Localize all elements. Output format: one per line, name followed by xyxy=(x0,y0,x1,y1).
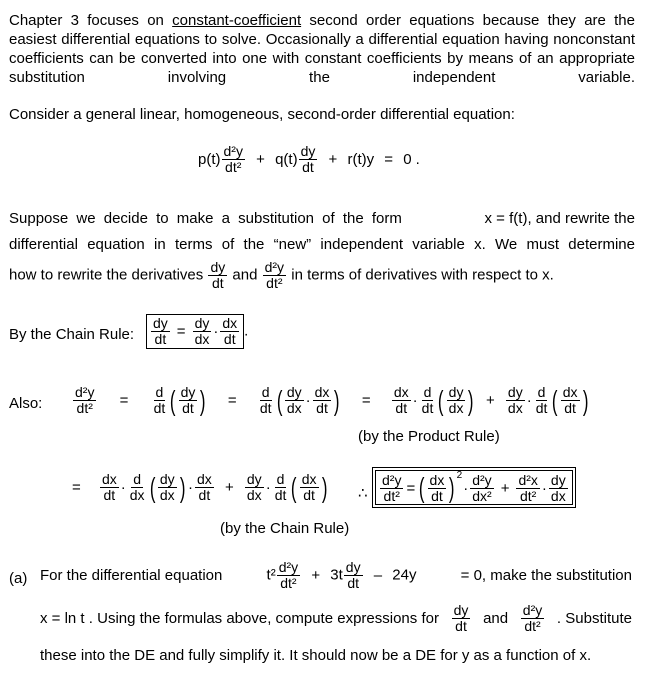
num: d xyxy=(261,384,270,400)
plus-sign: + xyxy=(500,479,510,497)
paren-open: ( xyxy=(419,472,425,504)
sub-form: x = f(t) xyxy=(484,210,528,227)
den: dt xyxy=(198,487,211,503)
boxed-result xyxy=(372,467,576,508)
num: dx xyxy=(429,471,445,488)
paren-close: ) xyxy=(200,384,206,416)
part-a-text-4: . Substitute xyxy=(556,610,632,627)
sub-line-3 xyxy=(9,260,635,291)
paren-close: ) xyxy=(582,384,588,416)
paren-open: ( xyxy=(276,384,282,416)
num: dy xyxy=(550,471,566,488)
frac-dy-dx xyxy=(447,385,466,416)
num: d²y xyxy=(382,471,402,488)
and-text: and xyxy=(483,610,509,627)
frac-dy-dx xyxy=(158,472,177,503)
num: d²y xyxy=(522,602,543,618)
den: dx xyxy=(550,487,566,504)
num: d²y xyxy=(472,471,492,488)
paren-close: ) xyxy=(468,384,474,416)
frac-dx-dt xyxy=(428,473,447,504)
dot: · xyxy=(305,392,311,409)
den: dt² xyxy=(524,618,541,634)
den: dx² xyxy=(472,487,492,504)
num: dy xyxy=(453,602,469,618)
paren-close: ) xyxy=(321,471,327,503)
equals-sign: = xyxy=(119,392,129,409)
num: dy xyxy=(159,471,175,487)
general-ode-equation xyxy=(198,144,420,175)
den: dt² xyxy=(520,487,537,504)
num: d²y xyxy=(278,559,299,575)
part-a-line-1 xyxy=(40,560,632,591)
den: dx xyxy=(159,487,175,503)
frac-d-dt xyxy=(420,385,436,416)
plus-sign: + xyxy=(224,479,234,496)
intro-underlined-term: constant-coefficient xyxy=(172,12,302,29)
den: dt xyxy=(259,400,272,416)
term-24y: 24y xyxy=(392,566,417,584)
consider-paragraph: Consider a general linear, homogeneous, second-order differential equation: xyxy=(9,106,515,123)
num: dy xyxy=(210,259,226,275)
den: dx xyxy=(507,400,523,416)
den: dt xyxy=(455,618,467,634)
chain-period: . xyxy=(244,322,249,340)
den: dt² xyxy=(266,275,283,291)
part-a-equation xyxy=(267,560,417,591)
den: dx xyxy=(448,400,464,416)
minus-sign: – xyxy=(373,567,383,584)
num: dy xyxy=(153,315,168,331)
den: dt² xyxy=(280,575,297,591)
frac-d-dt xyxy=(152,385,168,416)
num: d²x xyxy=(518,471,538,488)
equals-sign: = xyxy=(384,151,394,168)
chain-rule-formula xyxy=(146,314,248,349)
frac-dy-dt xyxy=(151,316,170,347)
den: dt xyxy=(153,400,166,416)
num: dy xyxy=(246,471,262,487)
frac-dy-dx xyxy=(506,385,525,416)
frac-dy-dx xyxy=(549,473,568,504)
frac-d2y-dt2 xyxy=(73,385,96,416)
therefore-symbol: ∴ xyxy=(358,485,368,502)
den: dt xyxy=(154,331,167,347)
num: dx xyxy=(393,384,409,400)
num: dy xyxy=(194,315,210,331)
paren-open: ( xyxy=(291,471,297,503)
sub-text-2: , and rewrite the xyxy=(527,210,635,227)
frac-d-dt xyxy=(258,385,274,416)
dot: · xyxy=(265,479,271,496)
num: dx xyxy=(222,315,238,331)
period: . xyxy=(415,151,420,168)
plus-sign: + xyxy=(485,392,495,409)
dot: · xyxy=(463,479,469,497)
also-formula xyxy=(72,385,590,416)
den: dt xyxy=(302,159,314,175)
plus-sign: + xyxy=(256,151,265,168)
frac-dy-dx xyxy=(285,385,304,416)
frac-dy-dx xyxy=(245,472,264,503)
expansion-formula xyxy=(72,472,329,503)
den: dt xyxy=(431,487,443,504)
paren-open: ( xyxy=(438,384,444,416)
frac-d2y-dt2 xyxy=(263,260,286,291)
paren-open: ( xyxy=(552,384,558,416)
frac-d-dx xyxy=(128,472,147,503)
num: d xyxy=(276,471,285,487)
frac-d2x-dt2 xyxy=(516,473,539,504)
num: dy xyxy=(286,384,302,400)
frac-dy-dx xyxy=(193,316,212,347)
and-text: and xyxy=(232,266,258,284)
part-a-line-2 xyxy=(40,603,632,634)
den: dt² xyxy=(225,159,242,175)
num: d²y xyxy=(75,384,95,400)
square-exp: 2 xyxy=(456,470,463,481)
substitution-paragraph xyxy=(9,206,635,291)
chain-rule-label: By the Chain Rule: xyxy=(9,326,135,343)
num: dx xyxy=(101,471,117,487)
sub-text-4: in terms of derivatives with respect to x. xyxy=(291,266,554,284)
frac-d2y-dt2 xyxy=(521,603,544,634)
frac-dx-dt xyxy=(100,472,119,503)
part-a-label: (a) xyxy=(9,570,28,587)
den: dt xyxy=(421,400,434,416)
sub-text-1: Suppose we decide to make a substitution of the form xyxy=(9,210,402,227)
den: dx xyxy=(129,487,145,503)
intro-text-2: second order equations because they are the easiest differential equations to solve. Occasionally a differential equation having nonconstant coefficients can be converted into one with constant coefficients by means of an appropriate substitution involving the independent variable. xyxy=(9,12,635,86)
equals-sign: = xyxy=(72,479,81,496)
sub-line-1 xyxy=(9,206,635,232)
num: d xyxy=(155,384,164,400)
num: dy xyxy=(507,384,523,400)
coef-r: r(t)y xyxy=(347,151,375,168)
num: dy xyxy=(300,143,316,159)
dot: · xyxy=(541,479,547,497)
frac-dx-dt xyxy=(392,385,411,416)
den: dt xyxy=(303,487,315,503)
coef-q: q(t) xyxy=(275,151,298,168)
equals-sign: = xyxy=(361,392,371,409)
dot: · xyxy=(526,392,532,409)
den: dx xyxy=(246,487,262,503)
den: dt xyxy=(395,400,408,416)
den: dt xyxy=(316,400,328,416)
sub-form-wrap xyxy=(485,206,635,232)
num: dx xyxy=(196,471,212,487)
equals-sign: = xyxy=(406,479,416,497)
den: dx xyxy=(286,400,302,416)
dot: · xyxy=(213,323,219,340)
frac-dy-dt xyxy=(344,560,363,591)
chain-rule-box xyxy=(146,314,244,349)
frac-d-dt xyxy=(534,385,550,416)
coef-p: p(t) xyxy=(198,151,221,168)
frac-d2y-dt2 xyxy=(277,560,300,591)
coef-3t: 3t xyxy=(330,566,343,584)
den: dt xyxy=(223,331,236,347)
frac-dy-dt xyxy=(179,385,198,416)
intro-paragraph xyxy=(9,11,635,87)
equals-sign: = xyxy=(227,392,237,409)
den: dt² xyxy=(76,400,93,416)
num: d xyxy=(537,384,546,400)
frac-dy-dt xyxy=(299,144,318,175)
chain-rule-note: (by the Chain Rule) xyxy=(220,520,350,537)
plus-sign: + xyxy=(328,151,338,168)
paren-close: ) xyxy=(449,472,455,504)
num: dy xyxy=(345,559,361,575)
dot: · xyxy=(120,479,126,496)
num: d xyxy=(423,384,432,400)
frac-dx-dt xyxy=(195,472,214,503)
num: dy xyxy=(180,384,196,400)
zero: 0 xyxy=(403,151,412,168)
num: dx xyxy=(301,471,317,487)
product-rule-note: (by the Product Rule) xyxy=(358,428,500,445)
frac-dy-dt xyxy=(208,260,227,291)
frac-dx-dt xyxy=(313,385,332,416)
den: dt xyxy=(347,575,360,591)
part-a-text-1: For the differential equation xyxy=(40,567,223,584)
t-squared: t² xyxy=(266,566,276,584)
den: dt xyxy=(535,400,548,416)
equals-sign: = xyxy=(176,323,186,340)
dot: · xyxy=(412,392,418,409)
part-a-text-2: = 0, make the substitution xyxy=(460,567,632,584)
plus-sign: + xyxy=(311,567,321,584)
paren-close: ) xyxy=(179,471,186,503)
num: dx xyxy=(562,384,578,400)
den: dt xyxy=(274,487,287,503)
sub-text-3: how to rewrite the derivatives xyxy=(9,266,204,284)
dot: · xyxy=(187,479,193,496)
part-a-text-3: x = ln t . Using the formulas above, compute expressions for xyxy=(40,610,439,627)
also-label: Also: xyxy=(9,395,43,412)
paren-open: ( xyxy=(149,471,155,503)
frac-dx-dt xyxy=(220,316,239,347)
paren-close: ) xyxy=(334,384,340,416)
frac-d-dt xyxy=(273,472,289,503)
den: dt² xyxy=(383,487,400,504)
num: d xyxy=(133,471,142,487)
part-a-line-3: these into the DE and fully simplify it. It should now be a DE for y as a function of x. xyxy=(40,647,592,664)
frac-dy-dt xyxy=(452,603,471,634)
sub-line-2: differential equation in terms of the “new” independent variable x. We must determine xyxy=(9,236,635,253)
num: d²y xyxy=(264,259,285,275)
den: dx xyxy=(194,331,210,347)
frac-dx-dt xyxy=(561,385,580,416)
frac-dx-dt xyxy=(300,472,319,503)
result-double-box xyxy=(372,467,576,508)
den: dt xyxy=(211,275,224,291)
num: d²y xyxy=(223,143,243,159)
frac-d2y-dt2 xyxy=(222,144,245,175)
den: dt xyxy=(103,487,116,503)
num: dy xyxy=(448,384,464,400)
paren-open: ( xyxy=(170,384,176,416)
den: dt xyxy=(182,400,194,416)
den: dt xyxy=(564,400,576,416)
frac-d2y-dt2 xyxy=(380,473,403,504)
intro-text-1: Chapter 3 focuses on xyxy=(9,12,173,29)
num: dx xyxy=(314,384,330,400)
frac-d2y-dx2 xyxy=(470,473,493,504)
